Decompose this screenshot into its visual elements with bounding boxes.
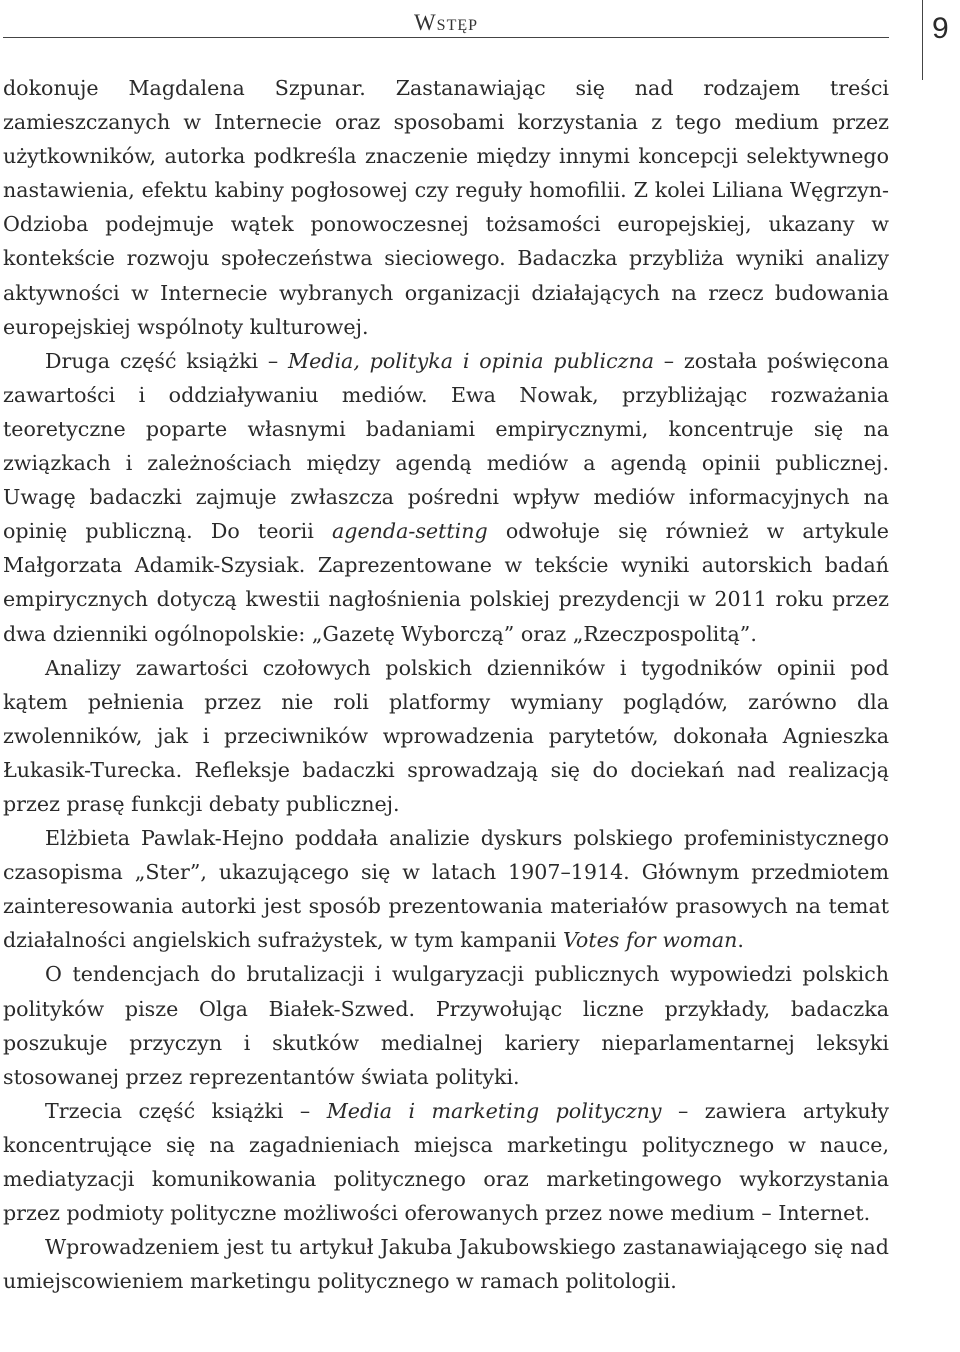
text-run: O tendencjach do brutalizacji i wulgaryzacji publicznych wypowiedzi polskich polityków pisze Olga Białek-Szwed. Przywołując liczne przykłady, badaczka poszukuje przyczyn i skutków medialnej kariery nieparlamentarnej leksyki stosowanej przez reprezentantów świata polityki. bbox=[3, 962, 889, 1089]
paragraph bbox=[3, 71, 889, 344]
italic-title: Media i marketing polityczny bbox=[326, 1098, 662, 1123]
header-rule bbox=[3, 37, 889, 38]
page-number: 9 bbox=[932, 12, 949, 45]
paragraph bbox=[3, 957, 889, 1093]
text-run: – została poświęcona zawartości i oddziaływaniu mediów. Ewa Nowak, przybliżając rozważania teoretyczne poparte własnymi badaniami empirycznymi, koncentruje się na związkach i zależnościach między agendą mediów a agendą opinii publicznej. Uwagę badaczki zajmuje zwłaszcza pośredni wpływ mediów informacyjnych na opinię publiczną. Do teorii bbox=[3, 348, 889, 544]
text-run: Elżbieta Pawlak-Hejno poddała analizie dyskurs polskiego profeministycznego czasopisma „Ster”, ukazującego się w latach 1907–1914. Głównym przedmiotem zainteresowania autorki jest sposób prezentowania materiałów prasowych na temat działalności angielskich sufrażystek, w tym kampanii bbox=[3, 826, 889, 953]
italic-title: agenda-setting bbox=[332, 519, 488, 544]
paragraph bbox=[3, 651, 889, 821]
margin-rule bbox=[922, 0, 923, 80]
text-run: . bbox=[737, 928, 744, 953]
text-run: – zawiera artykuły koncentrujące się na zagadnieniach miejsca marketingu politycznego w nauce, mediatyzacji komunikowania politycznego oraz marketingowego wykorzystania przez podmioty polityczne możliwości oferowanych przez nowe medium – Internet. bbox=[3, 1098, 890, 1226]
text-run: Analizy zawartości czołowych polskich dzienników i tygodników opinii pod kątem pełnienia przez nie roli platformy wymiany poglądów, zarówno dla zwolenników, jak i przeciwników wprowadzenia parytetów, dokonała Agnieszka Łukasik-Turecka. Refleksje badaczki sprowadzają się do dociekań nad realizacją przez prasę funkcji debaty publicznej. bbox=[3, 655, 889, 816]
italic-title: Media, polityka i opinia publiczna bbox=[288, 348, 655, 373]
text-run: dokonuje Magdalena Szpunar. Zastanawiając się nad rodzajem treści zamieszczanych w Internecie oraz sposobami korzystania z tego medium przez użytkowników, autorka podkreśla znaczenie między innymi koncepcji selektywnego nastawienia, efektu kabiny pogłosowej czy reguły homofilii. Z kolei Liliana Węgrzyn-Odzioba podejmuje wątek ponowoczesnej tożsamości europejskiej, ukazany w kontekście rozwoju społeczeństwa sieciowego. Badaczka przybliża wyniki analizy aktywności w Internecie wybranych organizacji działających na rzecz budowania europejskiej wspólnoty kulturowej. bbox=[3, 76, 889, 339]
text-run: Druga część książki – bbox=[45, 348, 288, 373]
italic-title: Votes for woman bbox=[562, 928, 738, 953]
paragraph bbox=[3, 821, 889, 957]
paragraph bbox=[3, 344, 889, 651]
text-run: odwołuje się również w artykule Małgorzata Adamik-Szysiak. Zaprezentowane w tekście wyniki autorskich badań empirycznych dotyczą kwestii nagłośnienia polskiej prezydencji w 2011 roku przez dwa dzienniki ogólnopolskie: „Gazetę Wyborczą” oraz „Rzeczpospolitą”. bbox=[3, 519, 889, 646]
paragraph bbox=[3, 1230, 889, 1298]
text-run: Wprowadzeniem jest tu artykuł Jakuba Jakubowskiego zastanawiającego się nad umiejscowieniem marketingu politycznego w ramach politologii. bbox=[3, 1235, 889, 1294]
running-head-title: Wstęp bbox=[413, 10, 479, 35]
paragraph bbox=[3, 1094, 889, 1230]
text-run: Trzecia część książki – bbox=[45, 1098, 327, 1123]
body-text bbox=[3, 71, 889, 1298]
